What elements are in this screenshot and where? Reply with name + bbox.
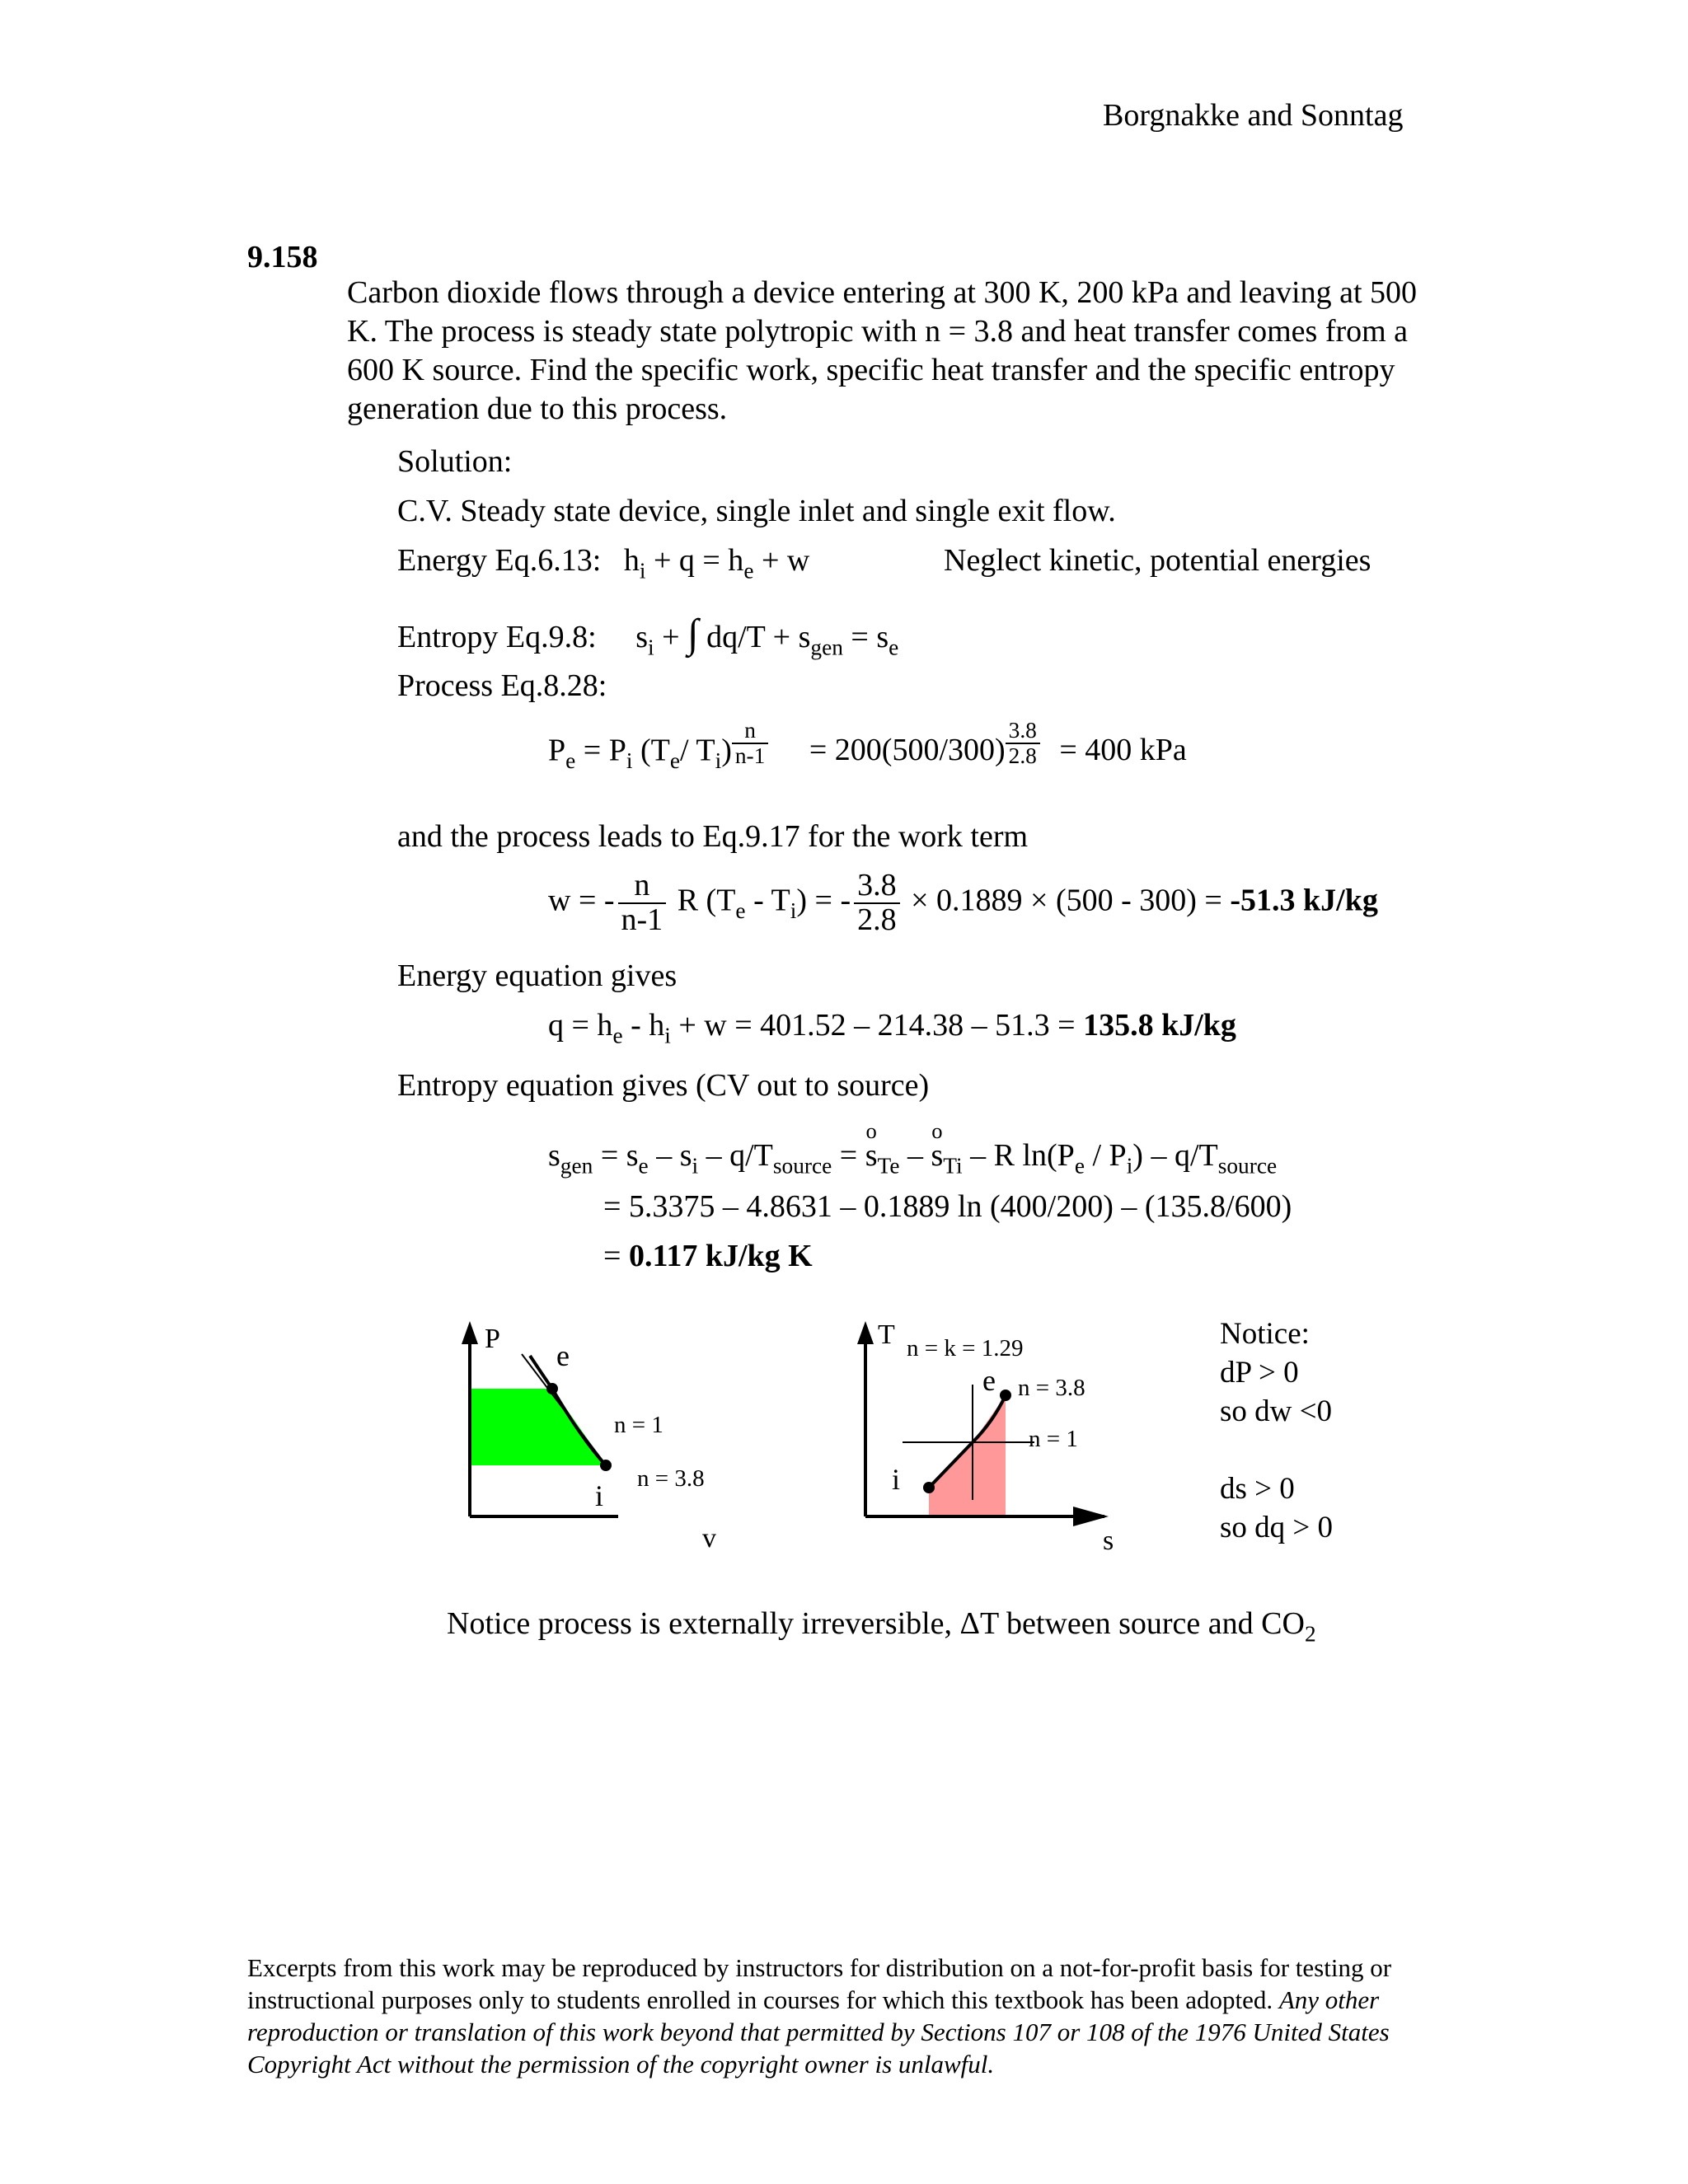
work-intro: and the process leads to Eq.9.17 for the work term <box>397 819 1029 854</box>
process-eq-label: Process Eq.8.28: <box>397 668 607 703</box>
work-middle: × 0.1889 × (500 - 300) = <box>911 883 1222 918</box>
pressure-equation: $P_e = P_i$ ($T_e/$ $T_i$) $^{\frac{n}{n-1}}$ = 200(500/300) $^{\frac{3.8}{2.8}}$ = 400 kPa <box>548 718 1187 773</box>
entropy-gives: Entropy equation gives (CV out to source) <box>397 1068 930 1103</box>
ts-diagram <box>857 1315 1146 1562</box>
notice-line-1: dP > 0 <box>1220 1356 1299 1390</box>
pv-point-i <box>600 1460 612 1471</box>
ts-x-arrow <box>1073 1507 1109 1526</box>
energy-gives: Energy equation gives <box>397 958 678 993</box>
pv-label-i: i <box>595 1479 604 1512</box>
ts-point-e <box>1000 1390 1011 1401</box>
pressure-result: = 400 kPa <box>1059 733 1187 768</box>
ts-axis-t: T <box>878 1319 895 1350</box>
ts-label-nk: n = k = 1.29 <box>907 1335 1024 1361</box>
heat-result: 135.8 kJ/kg <box>1083 1008 1236 1043</box>
pv-axis-v: v <box>702 1523 716 1554</box>
energy-eq-formula: $h_i + q = h_e + w$ <box>623 543 810 583</box>
ts-label-n38: n = 3.8 <box>1018 1375 1085 1401</box>
pv-y-arrow <box>462 1321 478 1344</box>
pv-label-n1: n = 1 <box>614 1412 663 1438</box>
irreversible-note: Notice process is externally irreversible, ΔT between source and $CO_2$ <box>447 1606 1316 1647</box>
notice-line-2: so dw <0 <box>1220 1394 1332 1428</box>
sgen-equation: $s_{gen} = s_e - s_i - q/T_{source}$ = o $s_{Te}$ – o $s_{Ti}$ – R $\ln(P_e / P_i) - q/T_{source}$ <box>548 1118 1278 1179</box>
problem-statement: Carbon dioxide flows through a device entering at 300 K, 200 kPa and leaving at 500 K. The process is steady state polytropic with n = 3.8 and heat transfer comes from a 600 K source. Find the specific work, specific heat transfer and the specific entropy generation due to this process. <box>347 275 1418 426</box>
heat-eq-rest: + w = 401.52 – 214.38 – 51.3 = <box>678 1008 1076 1043</box>
ts-y-arrow <box>857 1321 874 1344</box>
notice-block <box>1220 1315 1333 1547</box>
ts-axis-s: s <box>1103 1526 1114 1556</box>
control-volume-text: C.V. Steady state device, single inlet and single exit flow. <box>397 494 1116 528</box>
heat-equation: $q = h_e - h_i + w = 401.52 - 214.38 - 51.3 = 135.8$ kJ/kg <box>548 1008 1236 1048</box>
ts-label-i: i <box>892 1463 901 1496</box>
notice-line-4: so dq > 0 <box>1220 1511 1334 1544</box>
pv-label-e: e <box>556 1339 570 1372</box>
entropy-eq-formula: $s_i$ + ∫ $dq/T + s_{gen} = s_e$ <box>635 611 899 660</box>
footer-italic: Any other reproduction or translation of this work beyond that permitted by Sections 107 or 108 of the 1976 United States Copyright Act without the permission of the copyright owner is unlawful. <box>247 1985 1390 2079</box>
copyright-footer <box>247 1952 1442 2080</box>
entropy-eq-label: Entropy Eq.9.8: <box>397 620 597 654</box>
header-authors: Borgnakke and Sonntag <box>1103 98 1404 133</box>
sgen-line3-prefix: = <box>603 1239 621 1273</box>
work-equation: w = - $\frac{n}{n-1}$ R $(T_e - T_i)$ = - $\frac{3.8}{2.8}$ × 0.1889 × (500 - 300) = -51.3 kJ/kg <box>548 868 1378 937</box>
solution-label: Solution: <box>397 444 513 479</box>
pv-point-e <box>546 1383 558 1394</box>
sgen-result: 0.117 kJ/kg K <box>628 1239 813 1273</box>
problem-number: 9.158 <box>247 240 318 274</box>
notice-line-3: ds > 0 <box>1220 1472 1295 1506</box>
pv-work-area <box>470 1389 606 1465</box>
footer-normal: Excerpts from this work may be reproduced by instructors for distribution on a not-for-profit basis for testing or instructional purposes only to students enrolled in courses for which this textbook has been adopted. <box>247 1953 1392 2014</box>
pv-label-n38: n = 3.8 <box>637 1465 705 1492</box>
energy-eq-note: Neglect kinetic, potential energies <box>944 543 1372 578</box>
energy-equation-line <box>397 542 810 583</box>
pv-diagram <box>457 1315 754 1562</box>
ts-label-n1: n = 1 <box>1029 1426 1078 1452</box>
sgen-line-3 <box>603 1238 813 1274</box>
entropy-equation-line <box>397 610 899 660</box>
ts-point-i <box>923 1482 935 1493</box>
work-result: -51.3 kJ/kg <box>1230 883 1378 918</box>
pv-axis-p: P <box>485 1324 500 1354</box>
notice-title: Notice: <box>1220 1317 1310 1351</box>
energy-eq-label: Energy Eq.6.13: <box>397 543 602 578</box>
sgen-line-2: = 5.3375 – 4.8631 – 0.1889 ln (400/200) – (135.8/600) <box>603 1189 1292 1224</box>
ts-label-e: e <box>982 1364 996 1397</box>
